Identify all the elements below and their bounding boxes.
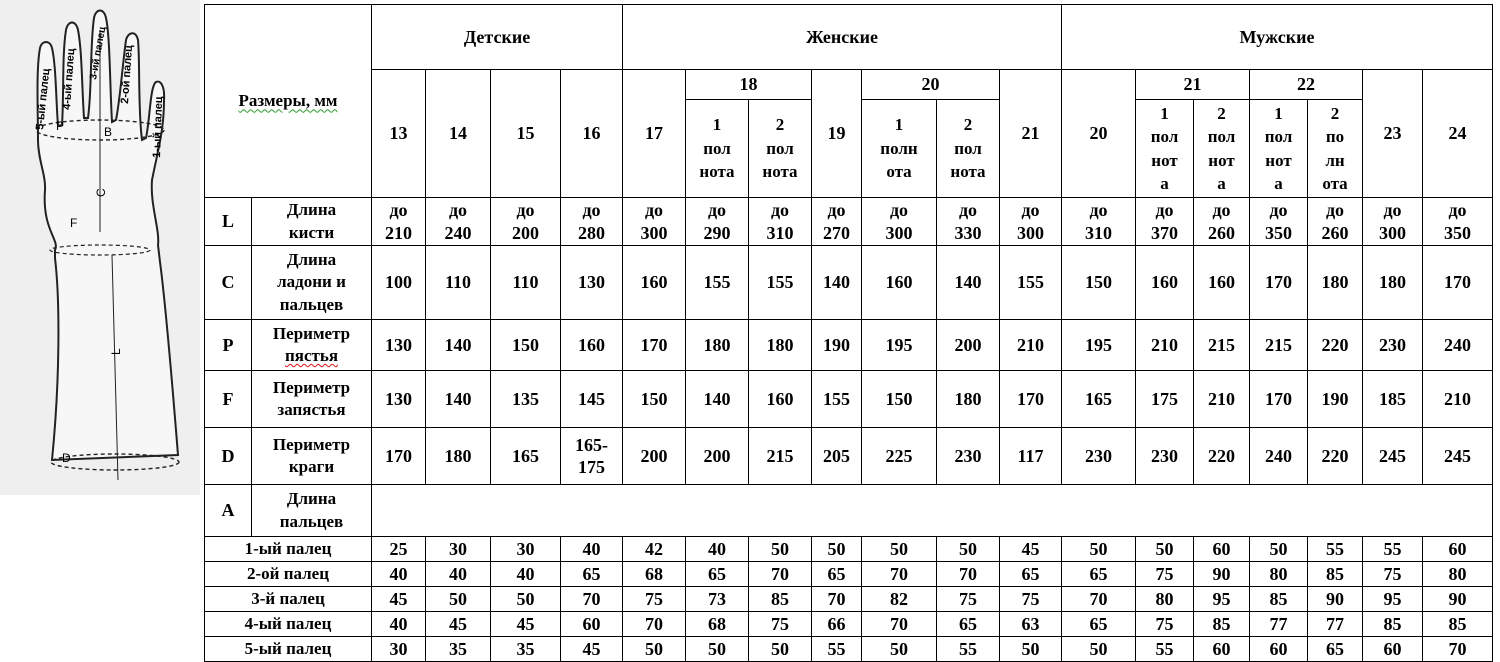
table-cell: 150 — [491, 320, 561, 371]
table-cell: 50 — [1000, 637, 1062, 662]
table-cell: 210 — [1136, 320, 1194, 371]
table-cell: 60 — [1194, 637, 1250, 662]
table-cell: до 350 — [1250, 198, 1308, 246]
table-cell: 205 — [812, 428, 862, 485]
table-cell: до 300 — [862, 198, 937, 246]
table-cell: 50 — [1062, 637, 1136, 662]
size-17: 17 — [623, 70, 686, 198]
table-cell: 180 — [749, 320, 812, 371]
table-cell: до 290 — [686, 198, 749, 246]
table-cell: 50 — [862, 637, 937, 662]
table-cell: 245 — [1423, 428, 1493, 485]
row-name-line: пястья — [284, 346, 339, 365]
size-22: 22 — [1250, 70, 1363, 100]
finger-name: 1-ый палец — [205, 537, 372, 562]
table-cell: до 330 — [937, 198, 1000, 246]
table-cell: 170 — [623, 320, 686, 371]
table-cell: 240 — [1423, 320, 1493, 371]
table-cell: 55 — [1363, 537, 1423, 562]
table-cell: 160 — [1136, 246, 1194, 320]
table-cell: 140 — [812, 246, 862, 320]
table-cell: 55 — [1136, 637, 1194, 662]
row-code: C — [205, 246, 252, 320]
table-cell: 66 — [812, 612, 862, 637]
table-cell: 60 — [1194, 537, 1250, 562]
table-cell: 230 — [1062, 428, 1136, 485]
table-cell: 50 — [812, 537, 862, 562]
group-women: Женские — [623, 5, 1062, 70]
size-13: 13 — [372, 70, 426, 198]
table-cell: до 310 — [1062, 198, 1136, 246]
table-cell: 55 — [937, 637, 1000, 662]
table-cell: 200 — [937, 320, 1000, 371]
table-cell: 80 — [1423, 562, 1493, 587]
table-cell: до 200 — [491, 198, 561, 246]
finger-label-4: 4-ый палец — [61, 48, 78, 111]
fullness-20-2: 2 пол нота — [937, 100, 1000, 198]
finger-row — [205, 612, 1493, 637]
table-cell: 85 — [749, 587, 812, 612]
table-row — [205, 246, 1493, 320]
table-cell: 245 — [1363, 428, 1423, 485]
glove-size-table — [204, 4, 1493, 662]
table-cell: до 350 — [1423, 198, 1493, 246]
table-cell: 95 — [1363, 587, 1423, 612]
table-cell: 35 — [491, 637, 561, 662]
table-cell: до 260 — [1308, 198, 1363, 246]
header-corner — [205, 5, 372, 198]
row-name-finger-length: Длина пальцев — [252, 485, 372, 537]
finger-name: 2-ой палец — [205, 562, 372, 587]
table-cell: 160 — [749, 371, 812, 428]
table-cell: 30 — [491, 537, 561, 562]
table-cell: 50 — [1250, 537, 1308, 562]
size-23: 23 — [1363, 70, 1423, 198]
table-cell: 55 — [812, 637, 862, 662]
table-cell: 50 — [491, 587, 561, 612]
table-cell: 180 — [686, 320, 749, 371]
table-cell: 155 — [1000, 246, 1062, 320]
table-cell: 160 — [561, 320, 623, 371]
group-children: Детские — [372, 5, 623, 70]
size-16: 16 — [561, 70, 623, 198]
table-cell: 140 — [937, 246, 1000, 320]
finger-name: 4-ый палец — [205, 612, 372, 637]
table-cell: 150 — [623, 371, 686, 428]
finger-row — [205, 637, 1493, 662]
table-cell: 85 — [1363, 612, 1423, 637]
table-cell: 215 — [1194, 320, 1250, 371]
finger-section-row — [205, 485, 1493, 537]
table-cell: 60 — [1363, 637, 1423, 662]
table-cell: 170 — [1250, 246, 1308, 320]
table-cell: 73 — [686, 587, 749, 612]
table-cell: 75 — [1136, 612, 1194, 637]
table-cell: 90 — [1194, 562, 1250, 587]
table-cell: 135 — [491, 371, 561, 428]
size-19: 19 — [812, 70, 862, 198]
hand-drawing — [0, 0, 200, 495]
table-cell: 95 — [1194, 587, 1250, 612]
table-cell: 117 — [1000, 428, 1062, 485]
table-cell: 170 — [1423, 246, 1493, 320]
row-name — [252, 320, 372, 371]
finger-label-3: 3-ий палец — [88, 25, 109, 81]
finger-rows — [205, 537, 1493, 662]
row-name: Длина кисти — [252, 198, 372, 246]
table-cell: 45 — [561, 637, 623, 662]
table-cell: 230 — [937, 428, 1000, 485]
table-cell: 155 — [812, 371, 862, 428]
table-cell: 75 — [937, 587, 1000, 612]
row-code: D — [205, 428, 252, 485]
table-cell: 60 — [561, 612, 623, 637]
table-cell: 130 — [561, 246, 623, 320]
group-men: Мужские — [1062, 5, 1493, 70]
table-cell: 170 — [1000, 371, 1062, 428]
table-cell: до 300 — [623, 198, 686, 246]
table-cell: до 240 — [426, 198, 491, 246]
table-cell: 50 — [749, 637, 812, 662]
table-cell: 85 — [1250, 587, 1308, 612]
table-cell: 195 — [862, 320, 937, 371]
table-cell: 150 — [862, 371, 937, 428]
label-l: L — [109, 348, 123, 355]
table-cell: 70 — [862, 612, 937, 637]
table-cell: 50 — [862, 537, 937, 562]
table-cell: 155 — [686, 246, 749, 320]
table-cell: 68 — [686, 612, 749, 637]
table-cell: до 300 — [1000, 198, 1062, 246]
table-cell: 80 — [1136, 587, 1194, 612]
table-cell: 220 — [1308, 428, 1363, 485]
table-cell: 40 — [426, 562, 491, 587]
finger-row — [205, 587, 1493, 612]
table-cell: 225 — [862, 428, 937, 485]
table-cell: до 280 — [561, 198, 623, 246]
table-cell: 45 — [1000, 537, 1062, 562]
table-cell: 90 — [1423, 587, 1493, 612]
table-cell: 70 — [862, 562, 937, 587]
table-cell: 180 — [1308, 246, 1363, 320]
row-name-line: Периметр — [272, 323, 351, 343]
table-cell: 60 — [1250, 637, 1308, 662]
table-cell: 165 — [491, 428, 561, 485]
table-cell: 215 — [749, 428, 812, 485]
table-cell: 230 — [1363, 320, 1423, 371]
finger-label-2: 2-ой палец — [119, 44, 136, 105]
table-cell: 70 — [623, 612, 686, 637]
table-cell: 65 — [1308, 637, 1363, 662]
table-cell: 45 — [426, 612, 491, 637]
table-cell: до 370 — [1136, 198, 1194, 246]
glove-outline — [38, 11, 179, 461]
fullness-21-1: 1 пол нот а — [1136, 100, 1194, 198]
table-cell: 215 — [1250, 320, 1308, 371]
table-cell: 50 — [623, 637, 686, 662]
table-cell: 50 — [426, 587, 491, 612]
table-cell: 220 — [1194, 428, 1250, 485]
table-cell: 160 — [862, 246, 937, 320]
table-cell: 40 — [372, 562, 426, 587]
size-15: 15 — [491, 70, 561, 198]
label-c: C — [94, 188, 108, 197]
table-cell: 65 — [812, 562, 862, 587]
table-cell: 75 — [1136, 562, 1194, 587]
fullness-18-1: 1 пол нота — [686, 100, 749, 198]
table-cell: 190 — [1308, 371, 1363, 428]
finger-name: 3-й палец — [205, 587, 372, 612]
table-cell: 160 — [623, 246, 686, 320]
table-cell: 63 — [1000, 612, 1062, 637]
table-cell: 165- 175 — [561, 428, 623, 485]
row-name: Длина ладони и пальцев — [252, 246, 372, 320]
row-code: F — [205, 371, 252, 428]
table-cell: 75 — [1000, 587, 1062, 612]
fullness-21-2: 2 пол нот а — [1194, 100, 1250, 198]
corner-label: Размеры, мм — [238, 91, 338, 111]
finger-label-1: 1-ый палец — [151, 96, 166, 159]
table-cell: 70 — [1062, 587, 1136, 612]
table-cell: 35 — [426, 637, 491, 662]
row-name: Периметр краги — [252, 428, 372, 485]
table-cell: 70 — [1423, 637, 1493, 662]
table-cell: 210 — [1194, 371, 1250, 428]
table-cell: 85 — [1194, 612, 1250, 637]
table-cell: 160 — [1194, 246, 1250, 320]
table-row — [205, 320, 1493, 371]
table-cell: 175 — [1136, 371, 1194, 428]
finger-row — [205, 537, 1493, 562]
table-cell: 130 — [372, 371, 426, 428]
table-cell: 240 — [1250, 428, 1308, 485]
table-cell: 180 — [426, 428, 491, 485]
table-cell: до 270 — [812, 198, 862, 246]
table-cell: 65 — [937, 612, 1000, 637]
table-cell: 85 — [1423, 612, 1493, 637]
table-cell: 110 — [491, 246, 561, 320]
table-cell: 25 — [372, 537, 426, 562]
fullness-18-2: 2 пол нота — [749, 100, 812, 198]
table-cell: 170 — [1250, 371, 1308, 428]
table-cell: 50 — [686, 637, 749, 662]
row-name: Периметр запястья — [252, 371, 372, 428]
size-21-men: 21 — [1136, 70, 1250, 100]
table-cell: 180 — [1363, 246, 1423, 320]
size-21-women: 21 — [1000, 70, 1062, 198]
size-14: 14 — [426, 70, 491, 198]
table-cell: 75 — [623, 587, 686, 612]
table-cell: 50 — [937, 537, 1000, 562]
table-cell: 65 — [1062, 612, 1136, 637]
table-cell: до 210 — [372, 198, 426, 246]
table-cell: 65 — [686, 562, 749, 587]
table-cell: 140 — [686, 371, 749, 428]
table-cell: 65 — [1000, 562, 1062, 587]
table-cell: 77 — [1308, 612, 1363, 637]
table-cell: 190 — [812, 320, 862, 371]
table-cell: 45 — [372, 587, 426, 612]
table-cell: 195 — [1062, 320, 1136, 371]
finger-row — [205, 562, 1493, 587]
table-cell: 170 — [372, 428, 426, 485]
label-p: P — [56, 119, 65, 133]
table-cell: 230 — [1136, 428, 1194, 485]
table-cell: 90 — [1308, 587, 1363, 612]
table-cell: 40 — [561, 537, 623, 562]
table-cell: 42 — [623, 537, 686, 562]
table-cell: 130 — [372, 320, 426, 371]
measurement-rows — [205, 198, 1493, 485]
table-cell: 110 — [426, 246, 491, 320]
label-d: D — [62, 451, 71, 465]
row-code-a: A — [205, 485, 252, 537]
table-cell: 150 — [1062, 246, 1136, 320]
finger-label-5: 5-ый палец — [34, 67, 53, 131]
table-cell: 60 — [1423, 537, 1493, 562]
table-cell: 140 — [426, 371, 491, 428]
table-cell: 210 — [1423, 371, 1493, 428]
table-cell: 200 — [686, 428, 749, 485]
table-cell: 30 — [426, 537, 491, 562]
table-cell: 40 — [491, 562, 561, 587]
table-cell: 210 — [1000, 320, 1062, 371]
row-code: P — [205, 320, 252, 371]
table-cell: 185 — [1363, 371, 1423, 428]
table-cell: 55 — [1308, 537, 1363, 562]
table-cell: 70 — [812, 587, 862, 612]
table-cell: 65 — [1062, 562, 1136, 587]
table-cell: 100 — [372, 246, 426, 320]
table-cell: 40 — [686, 537, 749, 562]
finger-name: 5-ый палец — [205, 637, 372, 662]
size-18: 18 — [686, 70, 812, 100]
fullness-22-2: 2 по лн ота — [1308, 100, 1363, 198]
size-20-women: 20 — [862, 70, 1000, 100]
row-code: L — [205, 198, 252, 246]
table-cell: до 310 — [749, 198, 812, 246]
table-cell: 50 — [1136, 537, 1194, 562]
table-cell: 75 — [749, 612, 812, 637]
table-cell: 65 — [561, 562, 623, 587]
table-cell: 85 — [1308, 562, 1363, 587]
table-row — [205, 371, 1493, 428]
table-cell: 140 — [426, 320, 491, 371]
table-cell: до 260 — [1194, 198, 1250, 246]
table-cell: 80 — [1250, 562, 1308, 587]
table-row — [205, 198, 1493, 246]
table-cell: 70 — [937, 562, 1000, 587]
table-cell: 77 — [1250, 612, 1308, 637]
label-b: B — [104, 125, 113, 139]
table-cell: 40 — [372, 612, 426, 637]
table-cell: до 300 — [1363, 198, 1423, 246]
label-f: F — [70, 216, 78, 230]
table-cell: 220 — [1308, 320, 1363, 371]
table-row — [205, 428, 1493, 485]
table-cell: 200 — [623, 428, 686, 485]
table-cell: 50 — [1062, 537, 1136, 562]
table-cell: 30 — [372, 637, 426, 662]
table-cell: 45 — [491, 612, 561, 637]
table-cell: 82 — [862, 587, 937, 612]
table-cell: 165 — [1062, 371, 1136, 428]
table-cell: 68 — [623, 562, 686, 587]
fullness-22-1: 1 пол нот а — [1250, 100, 1308, 198]
table-cell: 180 — [937, 371, 1000, 428]
table-cell: 145 — [561, 371, 623, 428]
table-cell: 155 — [749, 246, 812, 320]
table-cell: 70 — [561, 587, 623, 612]
fullness-20-1: 1 полн ота — [862, 100, 937, 198]
table-cell: 50 — [749, 537, 812, 562]
table-cell: 70 — [749, 562, 812, 587]
size-24: 24 — [1423, 70, 1493, 198]
finger-section-blank — [372, 485, 1493, 537]
hand-measurement-diagram — [0, 0, 200, 495]
size-20-men: 20 — [1062, 70, 1136, 198]
table-cell: 75 — [1363, 562, 1423, 587]
